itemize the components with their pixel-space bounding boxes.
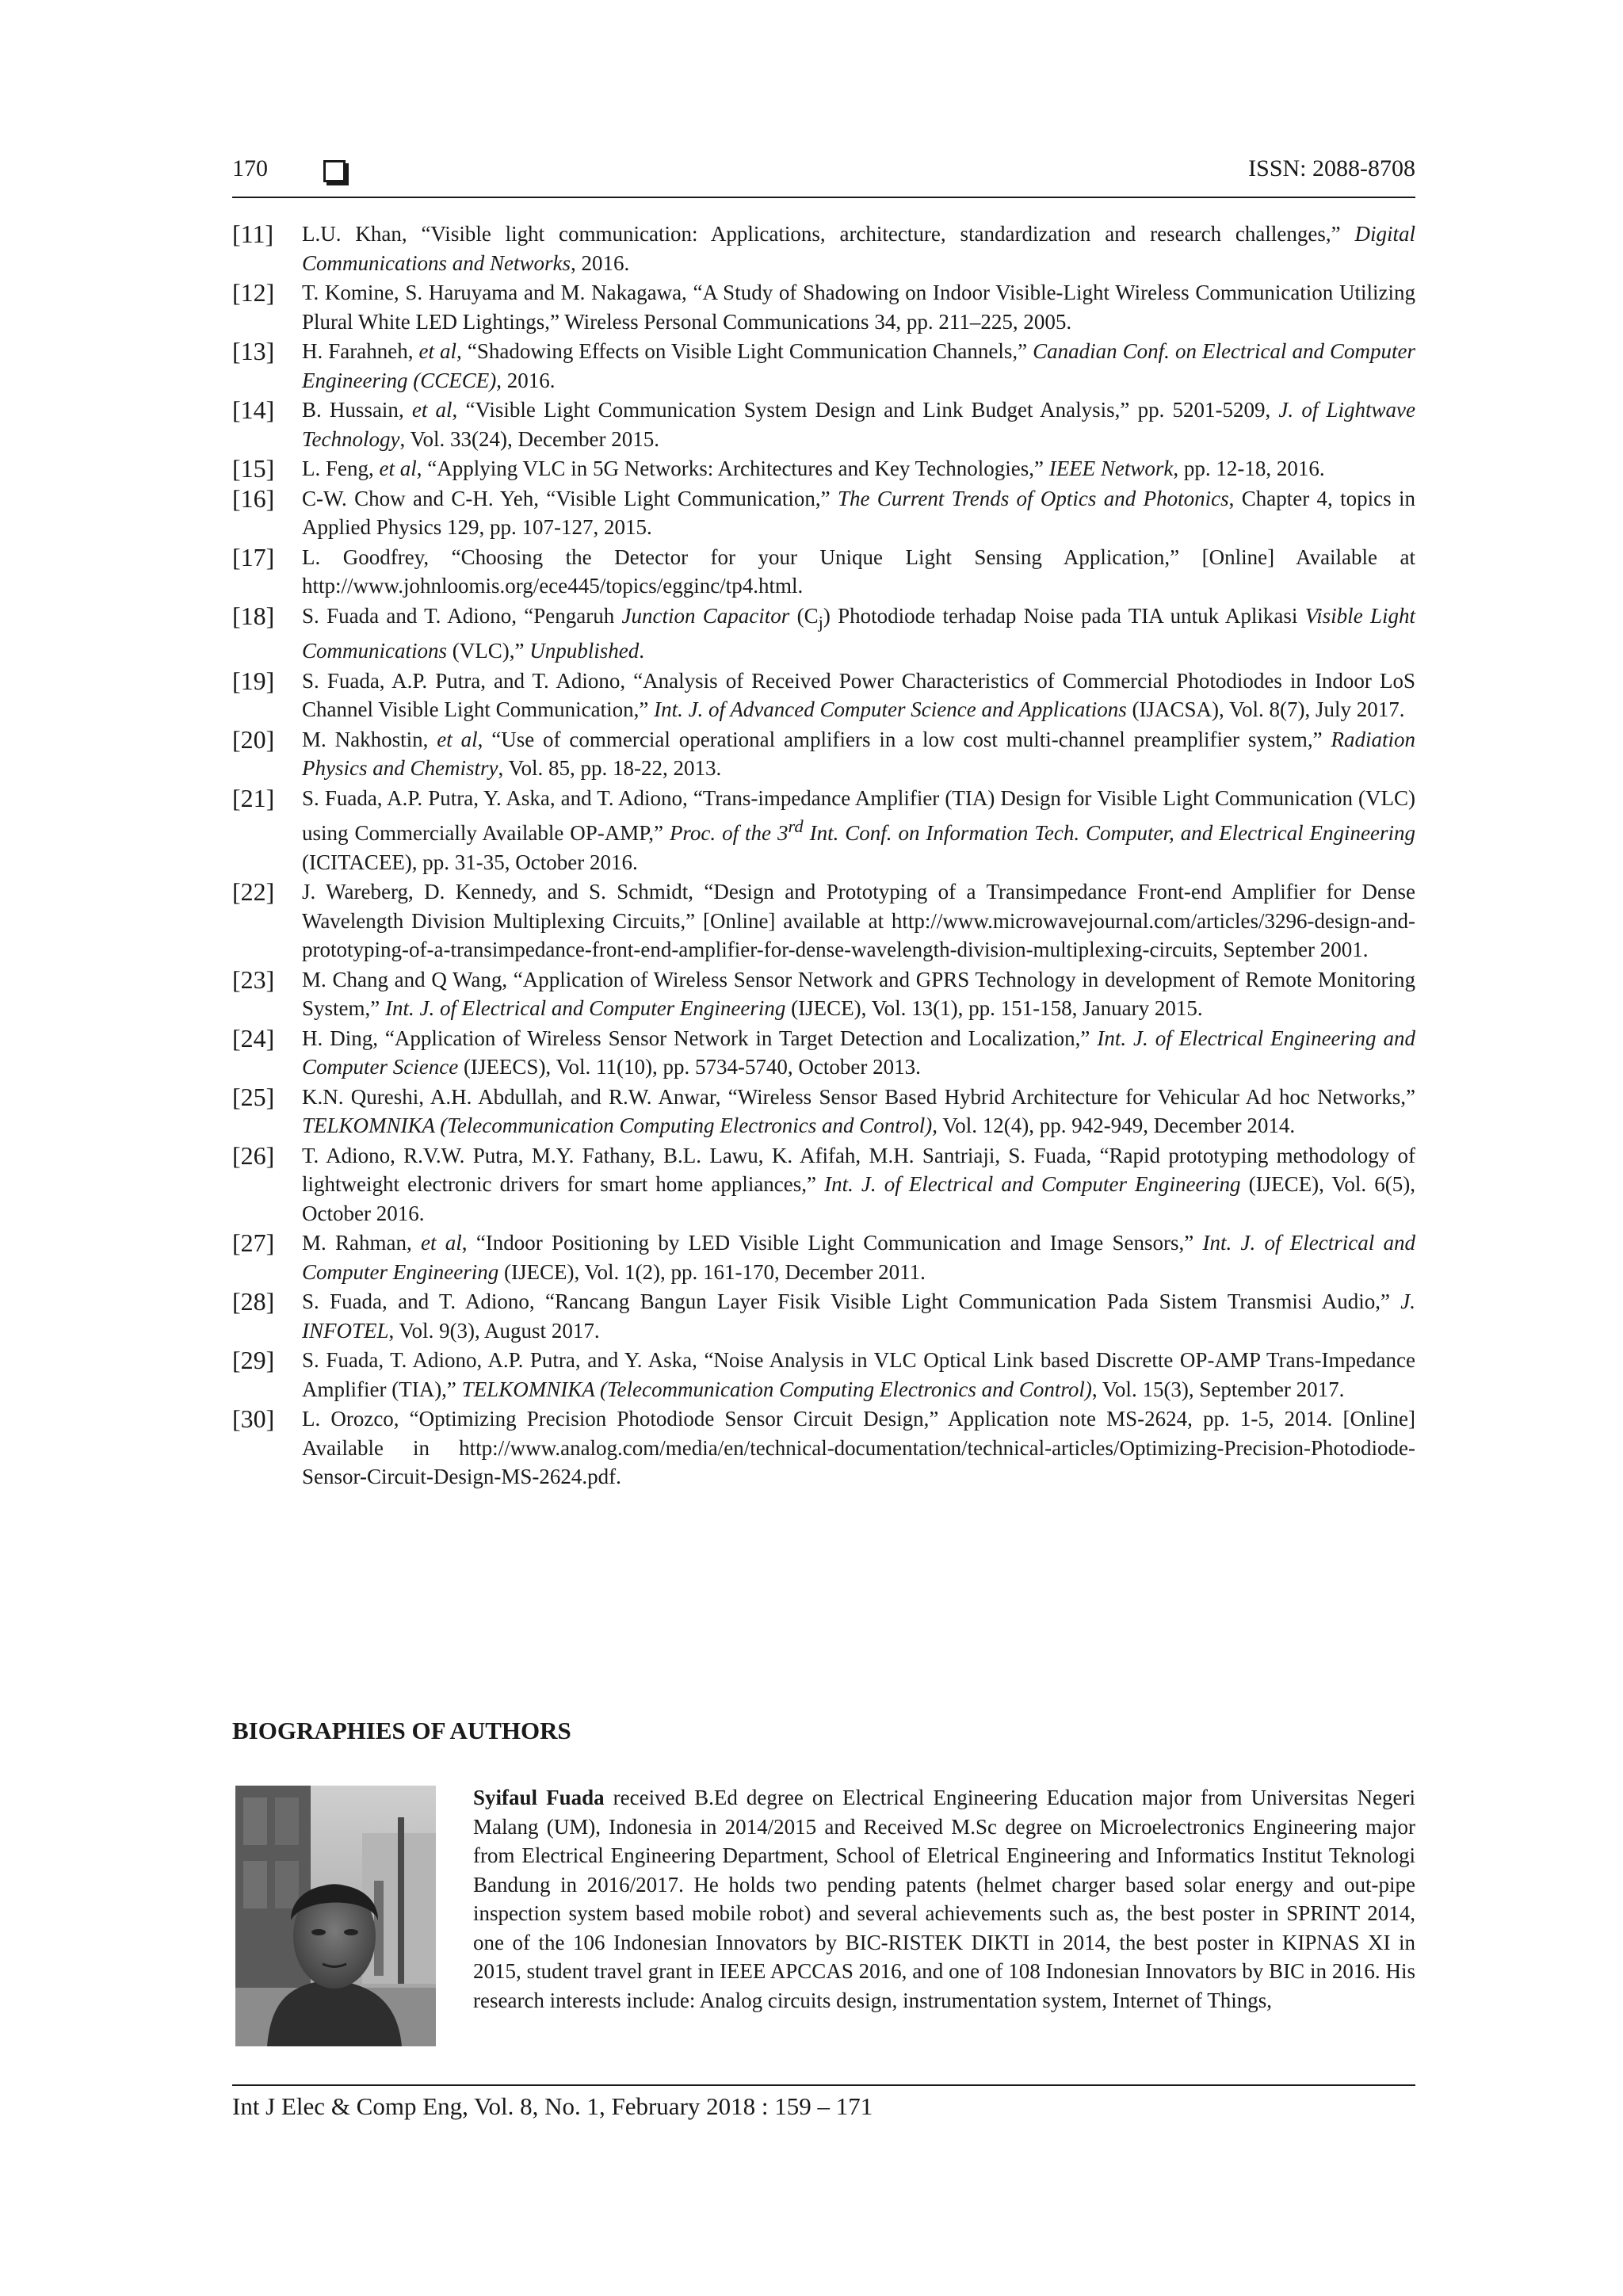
reference-number: [19] — [232, 666, 275, 695]
reference-segment: H. Ding, “Application of Wireless Sensor Network in Target Detection and Localization,” — [302, 1026, 1098, 1050]
reference-item — [232, 877, 1415, 965]
reference-segment: et al, — [418, 339, 462, 363]
reference-segment: Unpublished — [529, 639, 640, 663]
reference-item — [232, 220, 1415, 277]
reference-number: [12] — [232, 278, 275, 307]
reference-segment: S. Fuada and T. Adiono, “Pengaruh — [302, 603, 622, 628]
reference-text — [302, 1083, 1415, 1140]
reference-segment: S. Fuada, T. Adiono, A.P. Putra, and Y. Aska, “Noise Analysis in VLC Optical Link based Discrette OP-AMP Trans-Impedance Amplifier (TIA),” — [302, 1348, 1415, 1401]
reference-text — [302, 725, 1415, 783]
reference-segment: , 2016. — [496, 368, 556, 392]
reference-segment: , “Applying VLC in 5G Networks: Architectures and Key Technologies,” — [416, 457, 1049, 480]
reference-segment: (IJECE), Vol. 6(5), October 2016. — [302, 1172, 1416, 1225]
reference-text — [302, 1228, 1415, 1286]
reference-text — [302, 395, 1415, 453]
reference-item — [232, 1083, 1415, 1140]
reference-text — [302, 220, 1415, 277]
author-biography — [473, 1783, 1415, 2015]
reference-segment: , “Visible Light Communication System Design and Link Budget Analysis,” pp. 5201-5209, — [452, 398, 1279, 422]
reference-segment: (IJECE), Vol. 13(1), pp. 151-158, January 2015. — [785, 996, 1203, 1021]
reference-number: [18] — [232, 601, 275, 630]
reference-segment: Radiation Physics and Chemistry — [302, 727, 1415, 781]
page-number: 170 — [232, 155, 268, 181]
checkbox-square-icon — [323, 160, 346, 182]
reference-number: [23] — [232, 965, 275, 994]
reference-item — [232, 725, 1415, 783]
reference-segment: Int. J. of Electrical Engineering and Computer Science — [302, 1026, 1415, 1079]
reference-item — [232, 965, 1415, 1023]
reference-number: [25] — [232, 1082, 275, 1111]
reference-segment: (VLC),” — [447, 639, 530, 663]
reference-text — [302, 278, 1415, 336]
reference-segment: , Chapter 4, topics in Applied Physics 129, pp. 107-127, 2015. — [302, 486, 1416, 539]
reference-item — [232, 1346, 1415, 1404]
reference-segment: L.U. Khan, “Visible light communication: Applications, architecture, standardization and research challenges,” — [302, 222, 1355, 246]
reference-number: [29] — [232, 1346, 275, 1375]
reference-segment: , Vol. 33(24), December 2015. — [399, 426, 659, 451]
reference-segment: T. Komine, S. Haruyama and M. Nakagawa, “A Study of Shadowing on Indoor Visible-Light Wireless Communication Utilizing Plural White LED Lightings,” Wireless Personal Communications 34, pp. 211–225, 2005. — [302, 281, 1415, 334]
reference-segment: H. Farahneh, — [302, 339, 419, 363]
reference-number: [14] — [232, 395, 275, 424]
reference-segment: T. Adiono, R.V.W. Putra, M.Y. Fathany, B.L. Lawu, K. Afifah, M.H. Santriaji, S. Fuada, “Rapid prototyping methodology of lightweight electronic drivers for smart home appliances,” — [302, 1143, 1415, 1197]
reference-segment: M. Chang and Q Wang, “Application of Wireless Sensor Network and GPRS Technology in development of Remote Monitoring System,” — [302, 967, 1415, 1021]
reference-number: [22] — [232, 877, 275, 907]
author-bio-text: received B.Ed degree on Electrical Engineering Education major from Universitas Negeri Malang (UM), Indonesia in 2014/2015 and Received M.Sc degree on Microelectronics Engineering major from Electrical Engineering Department, School of Eletrical Engineering and Informatics Institut Teknologi Bandung in 2016/2017. He holds two pending patents (helmet charger based solar energy and out-pipe inspection system based mobile robot) and several achievements such as, the best poster in SPRINT 2014, one of the 106 Indonesian Innovators by BIC-RISTEK DIKTI in 2014, the best poster in KIPNAS XI in 2015, student travel grant in IEEE APCCAS 2016, and one of 108 Indonesian Innovators by BIC in 2016. His research interests include: Analog circuits design, instrumentation system, Internet of Things, — [473, 1786, 1415, 2012]
reference-segment: pp. 31-35, October 2016. — [417, 850, 638, 874]
reference-text — [302, 1346, 1415, 1404]
reference-text — [302, 454, 1415, 483]
reference-segment: , Vol. 15(3), September 2017. — [1091, 1377, 1345, 1401]
reference-segment: L. Feng, — [302, 457, 380, 480]
reference-text — [302, 965, 1415, 1023]
reference-text — [302, 602, 1415, 666]
reference-item — [232, 1141, 1415, 1228]
reference-segment: Int. J. of Electrical and Computer Engineering — [824, 1172, 1241, 1197]
journal-citation: Int J Elec & Comp Eng, Vol. 8, No. 1, February 2018 : 159 – 171 — [232, 2092, 873, 2120]
reference-segment: TELKOMNIKA (Telecommunication Computing Electronics and Control) — [461, 1377, 1092, 1401]
reference-number: [28] — [232, 1287, 275, 1316]
reference-segment: M. Nakhostin, — [302, 727, 437, 751]
reference-text — [302, 784, 1415, 877]
reference-segment: “Shadowing Effects on Visible Light Communication Channels,” — [461, 339, 1033, 363]
reference-segment: , 2016. — [571, 250, 630, 275]
reference-text — [302, 667, 1415, 724]
header-divider — [232, 197, 1415, 198]
reference-segment: (C — [789, 603, 819, 628]
reference-number: [26] — [232, 1140, 275, 1170]
reference-segment: j — [818, 611, 823, 632]
reference-segment: , pp. 12-18, 2016. — [1173, 457, 1325, 480]
reference-segment: (IJEECS), Vol. 11(10), pp. 5734-5740, October 2013. — [458, 1055, 921, 1079]
reference-item — [232, 395, 1415, 453]
reference-segment: IEEE Network — [1048, 457, 1174, 480]
reference-segment: Int. J. of Electrical and Computer Engineering — [302, 1231, 1415, 1284]
reference-segment: L. Orozco, “Optimizing Precision Photodiode Sensor Circuit Design,” Application note MS-2624, pp. 1-5, 2014. [Online] Available in http://www.analog.com/media/en/technical-documentation/technical-articles/Optimizing-Precision-Photodiode-Sensor-Circuit-Design-MS-2624.pdf. — [302, 1407, 1415, 1489]
reference-number: [24] — [232, 1023, 275, 1052]
reference-number: [17] — [232, 542, 275, 571]
reference-segment: B. Hussain — [302, 398, 399, 422]
reference-segment: Int. J. of Electrical and Computer Engineering — [385, 996, 786, 1021]
reference-segment: . — [639, 639, 644, 663]
reference-text — [302, 1141, 1415, 1228]
reference-item — [232, 602, 1415, 666]
reference-segment: J. Wareberg, D. Kennedy, and S. Schmidt, “Design and Prototyping of a Transimpedance Front-end Amplifier for Dense Wavelength Division Multiplexing Circuits,” [Online] available at http://www.microwavejournal.com/articles/3296-design-and-prototyping-of-a-transimpedance-front-end-amplifier-for-dense-wavelength-division-multiplexing-circuits, September 2001. — [302, 880, 1415, 962]
reference-segment: L. Goodfrey, “Choosing the Detector for your Unique Light Sensing Application,” [Online] Available at http://www.johnloomis.org/ece445/topics/egginc/tp4.html. — [302, 544, 1415, 598]
reference-list — [232, 220, 1415, 1492]
reference-text — [302, 1287, 1415, 1345]
biographies-heading: BIOGRAPHIES OF AUTHORS — [232, 1717, 571, 1744]
reference-segment: S. Fuada, and T. Adiono, “Rancang Bangun Layer Fisik Visible Light Communication Pada Sistem Transmisi Audio,” — [302, 1289, 1401, 1314]
reference-text — [302, 543, 1415, 601]
reference-segment: , — [411, 850, 418, 874]
reference-segment: , Vol. 9(3), August 2017. — [388, 1318, 600, 1343]
reference-segment: C-W. Chow and C-H. Yeh, “Visible Light Communication,” — [302, 486, 838, 510]
reference-segment: K.N. Qureshi, A.H. Abdullah, and R.W. Anwar, “Wireless Sensor Based Hybrid Architecture for Vehicular Ad hoc Networks,” — [302, 1084, 1415, 1109]
reference-segment: Int. Conf. on Information Tech. Computer, and Electrical Engineering — [803, 821, 1415, 846]
reference-item — [232, 337, 1415, 395]
reference-segment: et al — [379, 457, 417, 480]
reference-number: [15] — [232, 454, 275, 483]
reference-segment: Canadian Conf. on Electrical and Computer Engineering (CCECE) — [302, 339, 1415, 392]
reference-item — [232, 454, 1415, 483]
reference-number: [30] — [232, 1404, 275, 1434]
reference-number: [20] — [232, 724, 275, 754]
reference-item — [232, 1228, 1415, 1286]
reference-item — [232, 1024, 1415, 1082]
author-photo — [235, 1786, 436, 2046]
reference-segment: Int. J. of Advanced Computer Science and Applications — [654, 697, 1127, 722]
reference-item — [232, 484, 1415, 542]
reference-segment: (ICITACEE) — [302, 850, 412, 874]
reference-segment: The Current Trends of Optics and Photonics — [837, 486, 1229, 510]
reference-text — [302, 484, 1415, 542]
reference-segment: J. of Lightwave Technology — [302, 398, 1416, 451]
reference-number: [11] — [232, 220, 274, 248]
reference-segment: Vol. 12(4), pp. 942-949, December 2014. — [937, 1114, 1296, 1138]
reference-segment: Visible Light Communications — [302, 603, 1415, 663]
reference-segment: , “Use of commercial operational amplifiers in a low cost multi-channel preamplifier system,” — [477, 727, 1331, 751]
reference-segment: TELKOMNIKA (Telecommunication Computing Electronics and Control), — [302, 1114, 938, 1138]
reference-segment: Proc. of the 3 — [669, 821, 789, 846]
reference-segment: J. INFOTEL — [302, 1289, 1415, 1343]
reference-segment: (IJACSA), Vol. 8(7), July 2017. — [1126, 697, 1405, 722]
reference-number: [13] — [232, 337, 275, 365]
reference-number: [27] — [232, 1228, 275, 1258]
reference-number: [16] — [232, 483, 275, 513]
reference-number: [21] — [232, 783, 275, 812]
reference-segment: M. Rahman, — [302, 1231, 422, 1255]
reference-text — [302, 1024, 1415, 1082]
reference-item — [232, 667, 1415, 724]
reference-text — [302, 877, 1415, 965]
reference-segment: et al — [437, 727, 478, 751]
reference-text — [302, 1404, 1415, 1492]
reference-segment: S. Fuada, A.P. Putra, Y. Aska, and T. Adiono, “Trans-impedance Amplifier (TIA) Design for Visible Light Communication (VLC) using Commercially Available OP-AMP,” — [302, 785, 1415, 846]
reference-segment: et al — [421, 1231, 462, 1255]
page-header — [232, 151, 1415, 190]
issn-label: ISSN: 2088-8708 — [1248, 155, 1415, 181]
reference-item — [232, 1404, 1415, 1492]
reference-item — [232, 1287, 1415, 1345]
reference-segment: Digital Communications and Networks — [302, 222, 1415, 275]
reference-text — [302, 337, 1415, 395]
reference-segment: , “Indoor Positioning by LED Visible Light Communication and Image Sensors,” — [461, 1231, 1203, 1255]
reference-item — [232, 784, 1415, 877]
reference-segment: , Vol. 85, pp. 18-22, 2013. — [498, 756, 722, 781]
author-name: Syifaul Fuada — [473, 1786, 605, 1809]
reference-segment: (IJECE), Vol. 1(2), pp. 161-170, December 2011. — [498, 1259, 926, 1284]
reference-segment: ) Photodiode terhadap Noise pada TIA untuk Aplikasi — [823, 603, 1305, 628]
footer-divider — [232, 2084, 1415, 2086]
reference-segment: rd — [788, 816, 804, 837]
reference-segment: S. Fuada, A.P. Putra, and T. Adiono, “Analysis of Received Power Characteristics of Commercial Photodiodes in Indoor LoS Channel Visible Light Communication,” — [302, 668, 1415, 722]
reference-item — [232, 543, 1415, 601]
reference-segment: , et al — [398, 398, 453, 422]
reference-item — [232, 278, 1415, 336]
reference-segment: Junction Capacitor — [621, 603, 790, 628]
